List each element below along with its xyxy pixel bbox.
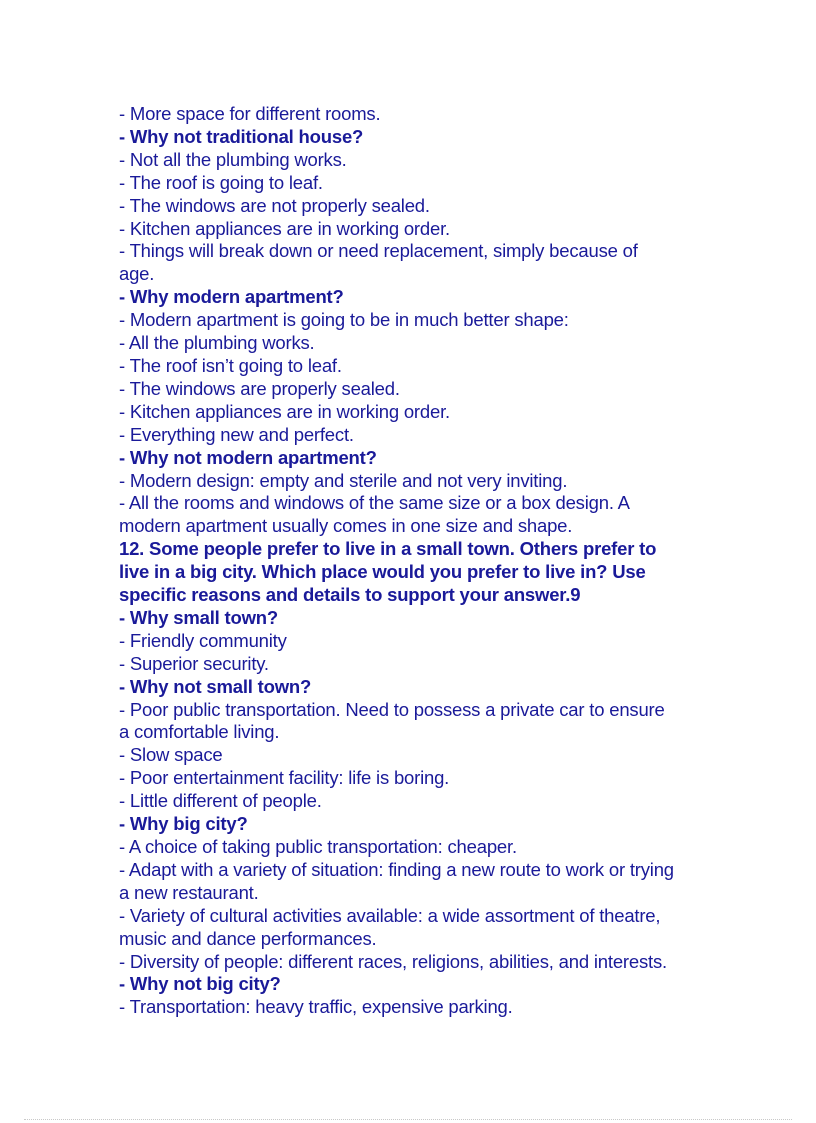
body-text-line: - Poor entertainment facility: life is boring. xyxy=(119,767,450,789)
body-text-line: - Transportation: heavy traffic, expensive parking. xyxy=(119,996,513,1018)
body-text-line: - All the plumbing works. xyxy=(119,332,315,354)
body-text-line: modern apartment usually comes in one size and shape. xyxy=(119,515,573,537)
body-text-line: - All the rooms and windows of the same size or a box design. A xyxy=(119,492,630,514)
body-text-line: a new restaurant. xyxy=(119,881,259,903)
body-text-line: - Modern apartment is going to be in much better shape: xyxy=(119,309,569,331)
body-text-line: - Kitchen appliances are in working order. xyxy=(119,217,450,239)
body-text-line: - Modern design: empty and sterile and not very inviting. xyxy=(119,469,568,491)
body-text-line: - Variety of cultural activities available: a wide assortment of theatre, xyxy=(119,904,661,926)
body-text-line: - Slow space xyxy=(119,744,223,766)
body-text-line: - The roof is going to leaf. xyxy=(119,171,323,193)
body-text-line: - Adapt with a variety of situation: finding a new route to work or trying xyxy=(119,858,674,880)
body-text-line: - Things will break down or need replacement, simply because of xyxy=(119,240,638,262)
body-text-line: - A choice of taking public transportation: cheaper. xyxy=(119,836,517,857)
body-text-line: - The windows are not properly sealed. xyxy=(119,194,430,216)
body-text-line: a comfortable living. xyxy=(119,721,280,743)
section-heading: - Why big city? xyxy=(119,813,248,835)
body-text-line: - The roof isn’t going to leaf. xyxy=(119,354,342,376)
body-text-line: age. xyxy=(119,263,155,285)
body-text-line: - Kitchen appliances are in working order. xyxy=(119,400,450,422)
body-text-line: - Friendly community xyxy=(119,629,287,651)
body-text-line: - Everything new and perfect. xyxy=(119,423,354,445)
page-bottom-divider xyxy=(24,1119,792,1120)
body-text-line: - Poor public transportation. Need to possess a private car to ensure xyxy=(119,698,665,720)
section-heading: - Why not small town? xyxy=(119,675,312,697)
section-heading: specific reasons and details to support your answer.9 xyxy=(119,584,581,606)
body-text-line: - More space for different rooms. xyxy=(119,103,381,124)
body-text-line: music and dance performances. xyxy=(119,927,377,949)
body-text-line: - The windows are properly sealed. xyxy=(119,377,400,399)
body-text-line: - Superior security. xyxy=(119,652,269,674)
section-heading: - Why not traditional house? xyxy=(119,125,364,147)
section-heading: - Why modern apartment? xyxy=(119,286,344,308)
section-heading: - Why small town? xyxy=(119,606,278,628)
section-heading: live in a big city. Which place would you prefer to live in? Use xyxy=(119,561,646,583)
document-page xyxy=(119,103,719,1019)
section-heading: 12. Some people prefer to live in a small town. Others prefer to xyxy=(119,538,657,560)
body-text-line: - Not all the plumbing works. xyxy=(119,148,347,170)
body-text-line: - Little different of people. xyxy=(119,790,322,812)
section-heading: - Why not modern apartment? xyxy=(119,446,377,468)
section-heading: - Why not big city? xyxy=(119,973,281,995)
body-text-line: - Diversity of people: different races, religions, abilities, and interests. xyxy=(119,950,667,972)
